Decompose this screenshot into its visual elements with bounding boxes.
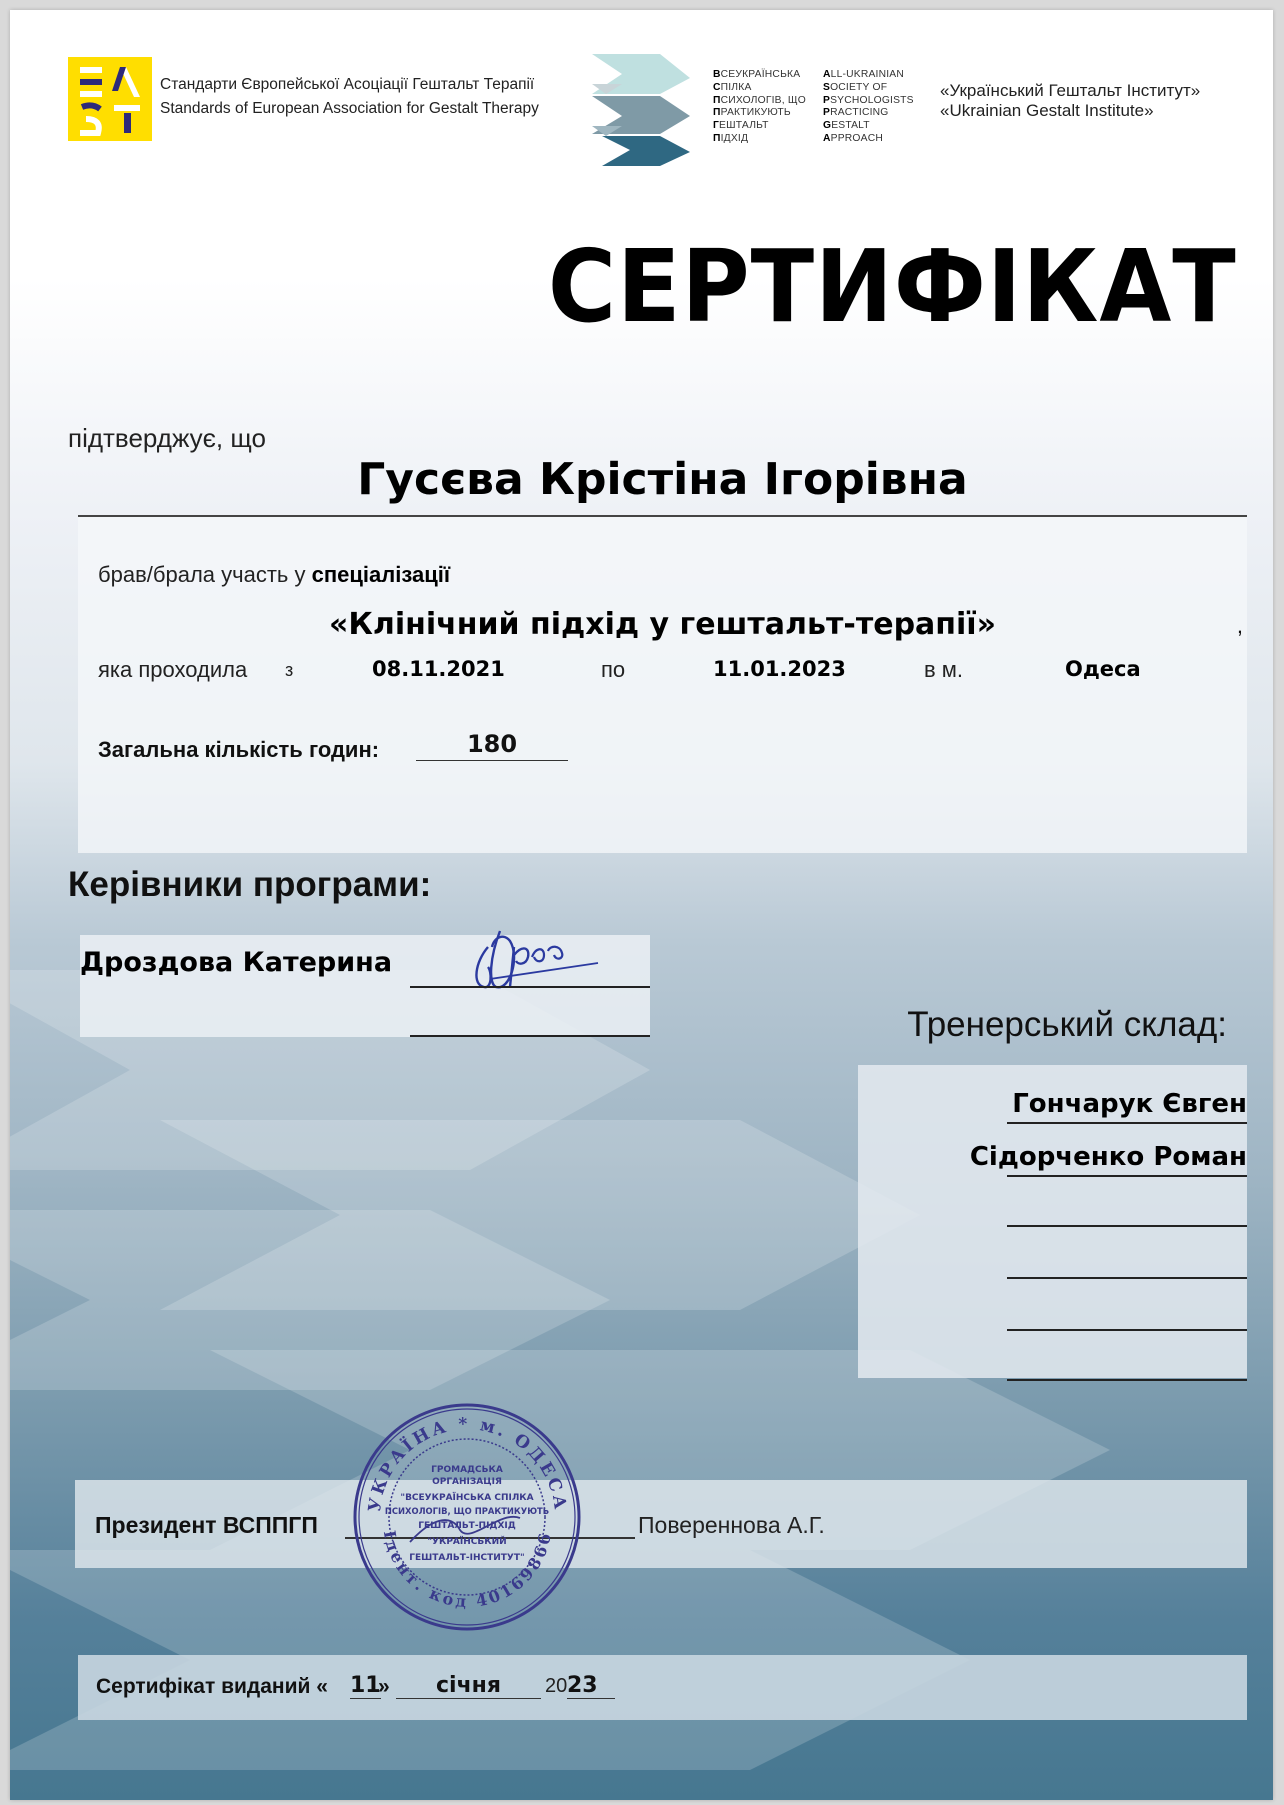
vspgp-en-line: ALL-UKRAINIAN xyxy=(823,69,904,80)
vspgp-name-en xyxy=(823,69,914,146)
svg-text:ГЕШТАЛЬТ-ПІДХІД: ГЕШТАЛЬТ-ПІДХІД xyxy=(418,1521,516,1531)
trainer-line xyxy=(1007,1277,1247,1279)
signature-icon xyxy=(470,917,610,1002)
city-label: в м. xyxy=(924,657,964,682)
signature-line xyxy=(410,1035,650,1037)
vspgp-en-line: APPROACH xyxy=(823,132,883,144)
signature-line xyxy=(410,986,650,988)
vspgp-name-ua xyxy=(713,69,806,146)
took-part-label: брав/брала участь у спеціалізації xyxy=(98,562,451,587)
leaders-heading: Керівники програми: xyxy=(68,865,432,904)
issued-day: 11 xyxy=(350,1673,381,1698)
eagt-text-en: Standards of European Association for Gestalt Therapy xyxy=(160,100,539,117)
certificate-page xyxy=(10,10,1273,1800)
vspgp-en-line: PSYCHOLOGISTS xyxy=(823,94,914,106)
ugi-name-ua: «Український Гештальт Інститут» xyxy=(940,81,1201,100)
trainer-line xyxy=(1007,1175,1247,1177)
trainer-line xyxy=(1007,1379,1247,1381)
svg-text:УКРАЇНА * м. ОДЕСА: УКРАЇНА * м. ОДЕСА xyxy=(364,1414,571,1514)
leader-name: Дроздова Катерина xyxy=(80,947,393,978)
from-label: з xyxy=(285,660,294,680)
trainer-line xyxy=(1007,1329,1247,1331)
city: Одеса xyxy=(1065,657,1141,681)
recipient-name: Гусєва Крістіна Ігорівна xyxy=(357,454,968,505)
ugi-name xyxy=(940,81,1200,121)
svg-text:ГРОМАДСЬКА: ГРОМАДСЬКА xyxy=(431,1465,503,1475)
trainer-line xyxy=(1007,1225,1247,1227)
eagt-logo xyxy=(68,57,152,141)
president-name: Повереннова А.Г. xyxy=(638,1512,825,1538)
trainer-name: Гончарук Євген xyxy=(1012,1089,1247,1119)
dates-row xyxy=(98,657,1238,687)
trainers-heading: Тренерський склад: xyxy=(907,1005,1227,1044)
eagt-standards-text xyxy=(160,73,539,121)
svg-text:Ідент. код 40169866: Ідент. код 40169866 xyxy=(379,1528,556,1612)
svg-text:ПСИХОЛОГІВ, ЩО ПРАКТИКУЮТЬ: ПСИХОЛОГІВ, ЩО ПРАКТИКУЮТЬ xyxy=(384,1506,550,1516)
confirms-label: підтверджує, що xyxy=(68,423,266,453)
vspgp-ua-line: ВСЕУКРАЇНСЬКА xyxy=(713,69,801,80)
vspgp-en-line: PRACTICING xyxy=(823,107,889,119)
hours-label: Загальна кількість годин: xyxy=(98,737,380,762)
stamp-seal-icon xyxy=(350,1400,585,1635)
to-label: по xyxy=(601,657,626,682)
svg-text:"ВСЕУКРАЇНСЬКА СПІЛКА: "ВСЕУКРАЇНСЬКА СПІЛКА xyxy=(400,1493,534,1503)
issued-month: січня xyxy=(396,1673,541,1699)
svg-text:ОРГАНІЗАЦІЯ: ОРГАНІЗАЦІЯ xyxy=(432,1477,502,1487)
certificate-title: СЕРТИФІКАТ xyxy=(548,228,1237,345)
eagt-text-ua: Стандарти Європейської Асоціації Гештальт Терапії xyxy=(160,76,535,93)
eagt-logo-icon xyxy=(68,57,152,141)
president-label: Президент ВСППГП xyxy=(95,1512,318,1538)
vspgp-en-line: GESTALT xyxy=(823,120,870,132)
held-label: яка проходила xyxy=(98,657,248,682)
issued-year: 23 xyxy=(567,1673,615,1699)
issued-label: Сертифікат виданий « xyxy=(96,1675,328,1698)
trainer-line xyxy=(1007,1122,1247,1124)
trainer-name: Сідорченко Роман xyxy=(969,1142,1247,1172)
specialization-title: «Клінічний підхід у гештальт-терапії» xyxy=(329,607,996,642)
vspgp-ua-line: ПСИХОЛОГІВ, ЩО xyxy=(713,94,806,106)
trailing-comma: , xyxy=(1236,613,1243,638)
vspgp-ua-line: ГЕШТАЛЬТ xyxy=(713,120,769,132)
issued-date-band xyxy=(78,1655,1247,1720)
start-date: 08.11.2021 xyxy=(372,657,505,681)
vspgp-en-line: SOCIETY OF xyxy=(823,81,888,93)
hours-value: 180 xyxy=(416,730,568,761)
vspgp-logo-icon xyxy=(592,50,704,170)
program-info-box xyxy=(78,517,1247,853)
issued-close-quote: » xyxy=(378,1675,390,1698)
issued-century: 20 xyxy=(545,1675,568,1697)
leaders-box xyxy=(80,935,650,1037)
trainers-box xyxy=(858,1065,1247,1378)
president-band xyxy=(75,1480,1247,1568)
end-date: 11.01.2023 xyxy=(713,657,846,681)
vspgp-ua-line: ПРАКТИКУЮТЬ xyxy=(713,107,791,119)
vspgp-ua-line: СПІЛКА xyxy=(713,81,752,93)
svg-text:ГЕШТАЛЬТ-ІНСТИТУТ": ГЕШТАЛЬТ-ІНСТИТУТ" xyxy=(409,1553,525,1563)
svg-text:"УКРАЇНСЬКИЙ: "УКРАЇНСЬКИЙ xyxy=(427,1537,507,1547)
vspgp-ua-line: ПІДХІД xyxy=(713,132,749,144)
ugi-name-en: «Ukrainian Gestalt Institute» xyxy=(940,101,1154,120)
